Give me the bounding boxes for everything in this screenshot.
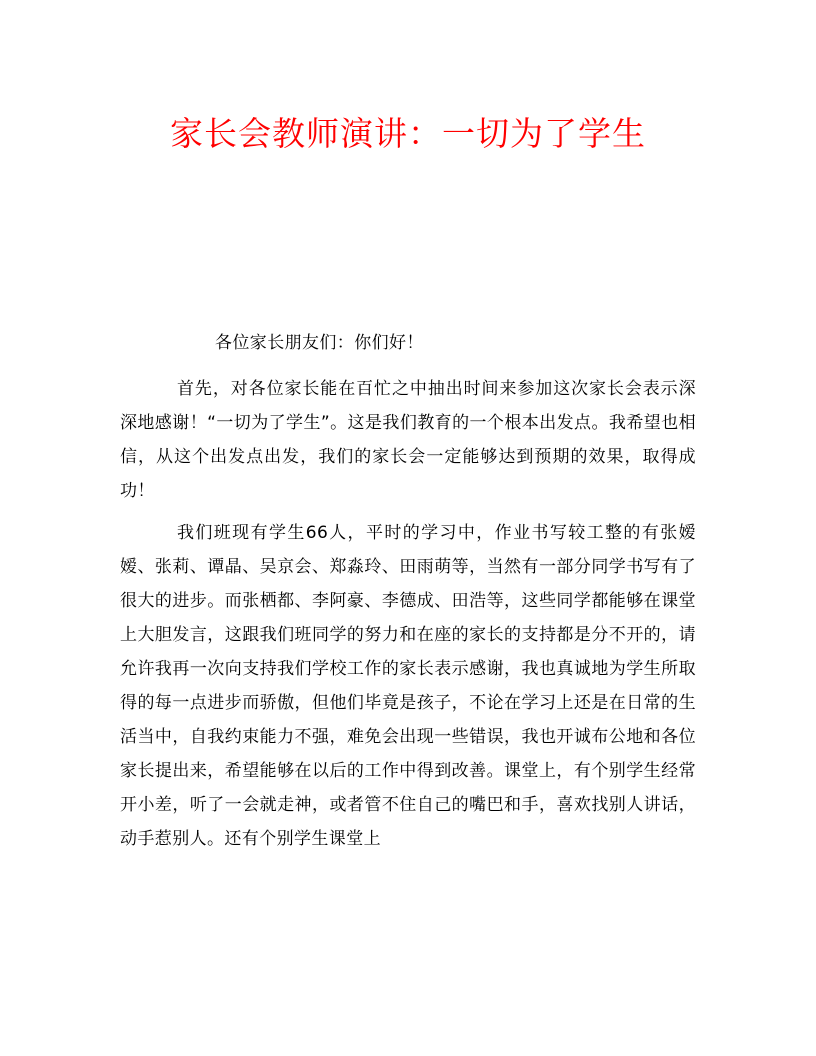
greeting-line: 各位家长朋友们：你们好！ xyxy=(215,333,424,353)
paragraph-2: 我们班现有学生66人，平时的学习中，作业书写较工整的有张嫒嫒、张莉、谭晶、吴京会、郑淼玲、田雨萌等，当然有一部分同学书写有了很大的进步。而张栖都、李阿豪、李德成、田浩等，这些同学都能够在课堂上大胆发言，这跟我们班同学的努力和在座的家长的支持都是分不开的，请允许我再一次向支持我们学校工作的家长表示感谢，我也真诚地为学生所取得的每一点进步而骄傲，但他们毕竟是孩子，不论在学习上还是在日常的生活当中，自我约束能力不强，难免会出现一些错误，我也开诚布公地和各位家长提出来，希望能够在以后的工作中得到改善。课堂上，有个别学生经常开小差，听了一会就走神，或者管不住自己的嘴巴和手，喜欢找别人讲话，动手惹别人。还有个别学生课堂上 xyxy=(120,523,696,849)
document-body xyxy=(120,326,696,864)
document-title: 家长会教师演讲：一切为了学生 xyxy=(170,114,646,153)
paragraph-1: 首先，对各位家长能在百忙之中抽出时间来参加这次家长会表示深深地感谢！“一切为了学生”。这是我们教育的一个根本出发点。我希望也相信，从这个出发点出发，我们的家长会一定能够达到预期的效果，取得成功！ xyxy=(120,379,696,501)
